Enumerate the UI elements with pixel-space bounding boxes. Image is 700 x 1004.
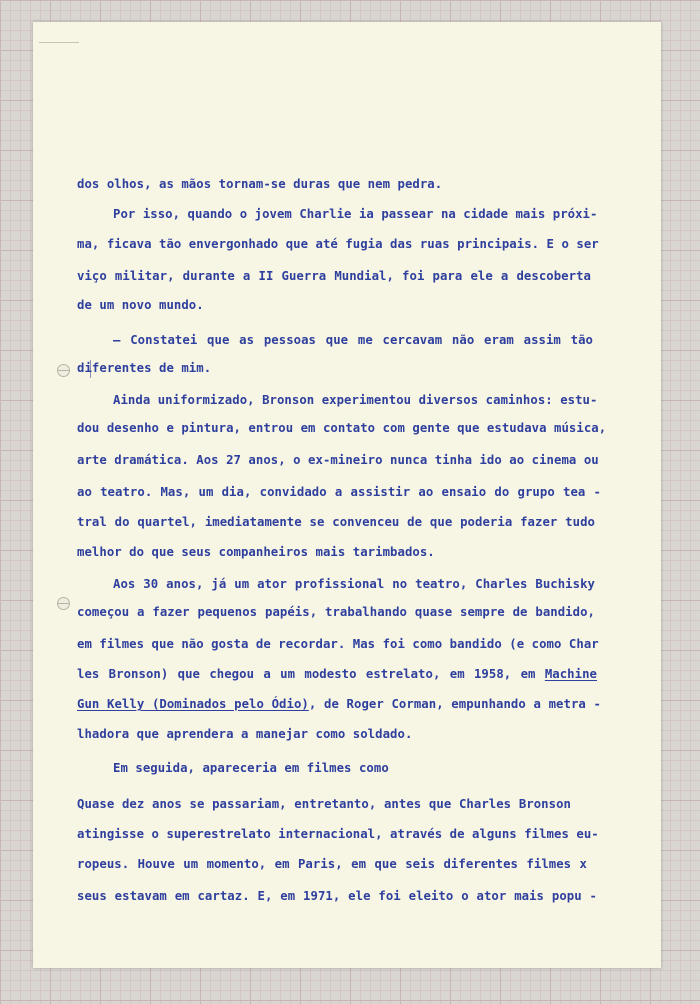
text-line-16-content: les Bronson) que chegou a um modesto estrelato, em 1958, em Machine — [77, 667, 597, 681]
text-line-17-content: Gun Kelly (Dominados pelo Ódio), de Roger Corman, empunhando a metra - — [77, 697, 601, 711]
text-line: Em seguida, apareceria em filmes como — [113, 761, 389, 775]
film-title-underline: Gun Kelly (Dominados pelo Ódio) — [77, 697, 309, 711]
text-line: Aos 30 anos, já um ator profissional no teatro, Charles Buchisky — [113, 577, 595, 591]
text-line: de um novo mundo. — [77, 298, 204, 312]
text-line: dos olhos, as mãos tornam-se duras que nem pedra. — [77, 177, 443, 191]
text-line: arte dramática. Aos 27 anos, o ex-mineiro nunca tinha ido ao cinema ou — [77, 453, 599, 467]
text-line: seus estavam em cartaz. E, em 1971, ele foi eleito o ator mais popu - — [77, 889, 597, 903]
text-line: ao teatro. Mas, um dia, convidado a assistir ao ensaio do grupo tea - — [77, 485, 601, 499]
text-line-16 — [77, 666, 597, 682]
text-line: ma, ficava tão envergonhado que até fugia das ruas principais. E o ser — [77, 237, 599, 251]
text-line: atingisse o superestrelato internacional, através de alguns filmes eu- — [77, 827, 599, 841]
text-line: ropeus. Houve um momento, em Paris, em que seis diferentes filmes x — [77, 857, 587, 871]
text-line: começou a fazer pequenos papéis, trabalhando quase sempre de bandido, — [77, 605, 595, 619]
punch-hole-icon — [57, 597, 70, 610]
text-line: diferentes de mim. — [77, 361, 212, 375]
text-line: Quase dez anos se passariam, entretanto, antes que Charles Bronson — [77, 797, 571, 811]
film-title-underline: Machine — [544, 667, 597, 681]
text-line: — Constatei que as pessoas que me cercavam não eram assim tão — [113, 333, 593, 347]
text-line: viço militar, durante a II Guerra Mundial, foi para ele a descoberta — [77, 269, 591, 283]
text-line: Ainda uniformizado, Bronson experimentou diversos caminhos: estu- — [113, 393, 598, 407]
page-edge-mark — [39, 42, 79, 43]
text-line: lhadora que aprendera a manejar como soldado. — [77, 727, 413, 741]
text-line: melhor do que seus companheiros mais tarimbados. — [77, 545, 435, 559]
text-line: em filmes que não gosta de recordar. Mas foi como bandido (e como Char — [77, 637, 599, 651]
text-line: Por isso, quando o jovem Charlie ia passear na cidade mais próxi- — [113, 207, 598, 221]
text-line: tral do quartel, imediatamente se convenceu de que poderia fazer tudo — [77, 515, 595, 529]
punch-hole-icon — [57, 364, 70, 377]
text-line-17 — [77, 696, 601, 712]
text-line: dou desenho e pintura, entrou em contato com gente que estudava música, — [77, 421, 607, 435]
